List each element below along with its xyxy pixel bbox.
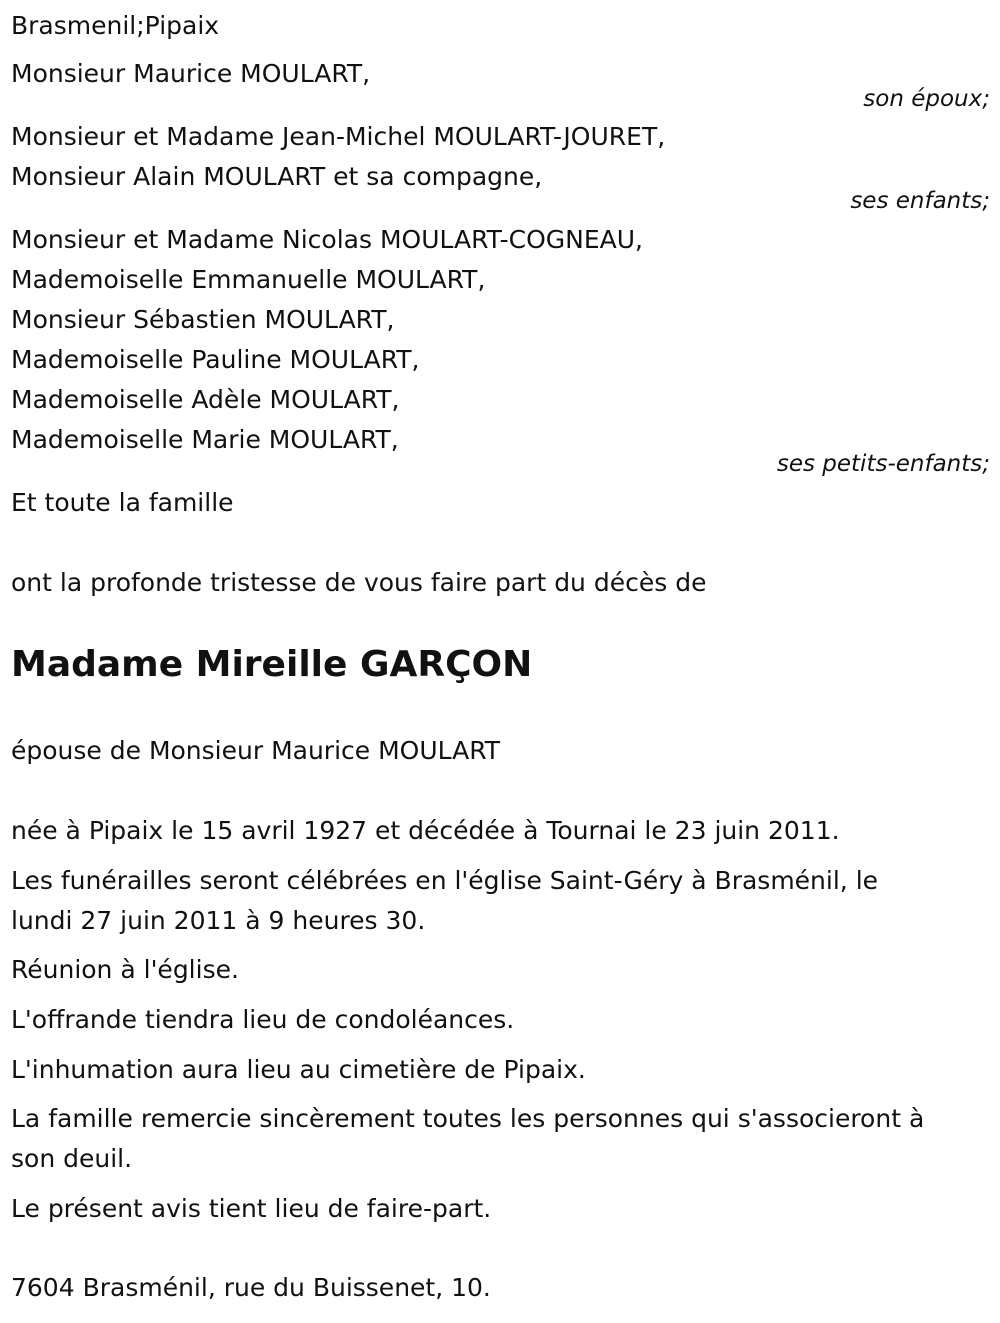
- family-line: Et toute la famille: [11, 488, 234, 517]
- funeral-line: Les funérailles seront célébrées en l'église Saint-Géry à Brasménil, le: [11, 866, 879, 895]
- spouse-name: Monsieur Maurice MOULART,: [11, 59, 371, 88]
- funeral-line: lundi 27 juin 2011 à 9 heures 30.: [11, 906, 426, 935]
- grandchild-name: Monsieur Sébastien MOULART,: [11, 305, 395, 334]
- spouse-role: son époux;: [863, 86, 990, 112]
- grandchild-name: Mademoiselle Adèle MOULART,: [11, 385, 400, 414]
- thanks-line: La famille remercie sincèrement toutes les personnes qui s'associeront à: [11, 1104, 925, 1133]
- notice-line: Le présent avis tient lieu de faire-part.: [11, 1194, 492, 1223]
- grandchildren-role: ses petits-enfants;: [776, 451, 990, 477]
- thanks-paragraph: [11, 1099, 988, 1179]
- grandchild-name: Mademoiselle Marie MOULART,: [11, 425, 399, 454]
- location-header: Brasmenil;Pipaix: [11, 11, 220, 40]
- address-line: 7604 Brasménil, rue du Buissenet, 10.: [11, 1273, 491, 1302]
- grandchild-name: Mademoiselle Emmanuelle MOULART,: [11, 265, 486, 294]
- announcement-line: ont la profonde tristesse de vous faire part du décès de: [11, 568, 707, 597]
- spouse-of-line: épouse de Monsieur Maurice MOULART: [11, 736, 501, 765]
- burial-line: L'inhumation aura lieu au cimetière de Pipaix.: [11, 1055, 586, 1084]
- children-list: [11, 117, 990, 197]
- grandchildren-list: [11, 220, 990, 460]
- child-name: Monsieur et Madame Jean-Michel MOULART-JOURET,: [11, 122, 666, 151]
- child-name: Monsieur Alain MOULART et sa compagne,: [11, 162, 543, 191]
- grandchild-name: Mademoiselle Pauline MOULART,: [11, 345, 420, 374]
- grandchild-name: Monsieur et Madame Nicolas MOULART-COGNEAU,: [11, 225, 643, 254]
- birth-death-line: née à Pipaix le 15 avril 1927 et décédée à Tournai le 23 juin 2011.: [11, 816, 840, 845]
- thanks-line: son deuil.: [11, 1144, 133, 1173]
- children-role: ses enfants;: [850, 188, 990, 214]
- deceased-name: Madame Mireille GARÇON: [11, 644, 533, 685]
- funeral-paragraph: [11, 861, 988, 941]
- meeting-line: Réunion à l'église.: [11, 955, 239, 984]
- offering-line: L'offrande tiendra lieu de condoléances.: [11, 1005, 515, 1034]
